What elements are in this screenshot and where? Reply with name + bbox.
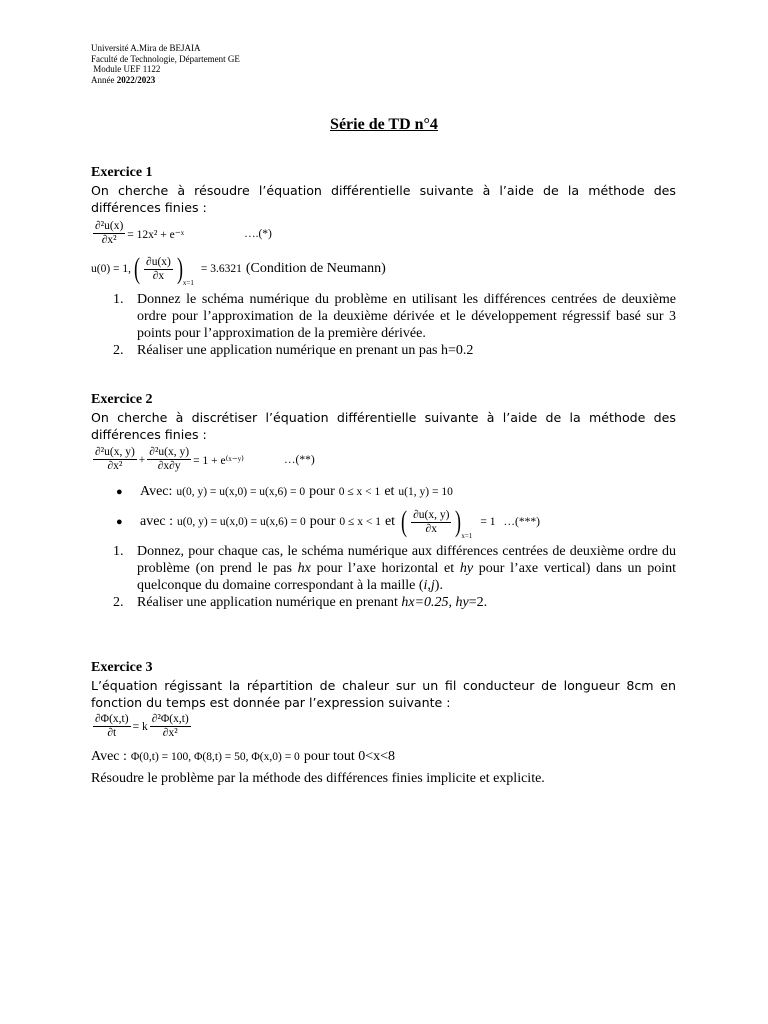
exercise-3-title: Exercice 3 — [91, 660, 153, 675]
case2-tag: …(***) — [503, 516, 540, 528]
exercise-2-questions — [91, 543, 676, 611]
eq3-left-numerator: ∂Φ(x,t) — [95, 713, 129, 725]
cond-label: Avec : — [91, 749, 127, 764]
exercise-1-questions — [91, 291, 676, 359]
case2-range: 0 ≤ x < 1 — [339, 516, 381, 528]
page-title: Série de TD n°4 — [330, 116, 438, 133]
list-item: 1. Donnez, pour chaque cas, le schéma numérique aux différences centrées de deuxième ordre du problème (on prend le pas hx pour l’axe horizontal et hy pour l’axe vertical) dans un point quelconque du domaine correspondant à la maille (i,j). — [113, 544, 676, 593]
cond-math: Φ(0,t) = 100, Φ(8,t) = 50, Φ(x,0) = 0 — [130, 751, 300, 763]
exercise-1-boundary-conditions — [91, 252, 386, 287]
exercise-2-case-1 — [116, 484, 457, 500]
bc-subscript: x=1 — [182, 279, 194, 287]
exercise-3-conditions — [91, 749, 395, 765]
exercise-2-case-2 — [116, 505, 544, 540]
eq2a-denominator: ∂x² — [107, 460, 123, 472]
case2-subscript: x=1 — [461, 532, 473, 540]
exercise-2-title: Exercice 2 — [91, 392, 153, 407]
year-line — [91, 75, 240, 86]
case1-extra: u(1, y) = 10 — [398, 486, 453, 498]
eq2a-numerator: ∂²u(x, y) — [95, 446, 135, 458]
case1-range: 0 ≤ x < 1 — [338, 486, 381, 498]
case2-denominator: ∂x — [425, 522, 437, 535]
bc-numerator: ∂u(x) — [146, 255, 171, 268]
exercise-2-intro: On cherche à discrétiser l’équation différentielle suivante à l’aide de la méthode des différences finies : — [91, 410, 676, 442]
exercise-3-task: Résoudre le problème par la méthode des différences finies implicite et explicite. — [91, 771, 545, 786]
case1-label: Avec: — [140, 484, 173, 499]
bullet-icon: ● — [116, 486, 123, 498]
case2-numerator: ∂u(x, y) — [413, 508, 450, 521]
eq2b-numerator: ∂²u(x, y) — [149, 446, 190, 458]
eq1-tag: ….(*) — [244, 227, 272, 240]
eq3-right-numerator: ∂²Φ(x,t) — [151, 713, 189, 725]
case1-condition: u(0, y) = u(x,0) = u(x,6) = 0 — [176, 486, 306, 498]
case1-et: et — [384, 484, 395, 499]
eq3-right-denominator: ∂x² — [162, 727, 178, 739]
case2-label: avec : — [140, 514, 174, 529]
case2-pour: pour — [309, 514, 336, 529]
case1-pour: pour — [309, 484, 335, 499]
cond-tail: pour tout 0<x<8 — [303, 749, 396, 764]
bc-rhs: = 3.6321 — [200, 263, 242, 275]
bc-derivative: ( $\frac{\partial u(x)}{\partial x}$ ) x=1 — [134, 252, 194, 287]
case2-rhs: = 1 — [480, 516, 496, 528]
eq2b-denominator: ∂x∂y — [157, 460, 181, 472]
bc-lhs: u(0) = 1, — [91, 263, 132, 275]
bc-note: (Condition de Neumann) — [245, 261, 386, 276]
exercise-1-equation — [91, 220, 272, 247]
exercise-3-intro: L’équation régissant la répartition de chaleur sur un fil conducteur de longueur 8cm en fonction du temps est donnée par l’expression suivante : — [91, 678, 676, 710]
bc-denominator: ∂x — [152, 269, 165, 282]
list-item: 2. Réaliser une application numérique en prenant hx=0.25, hy=2. — [113, 595, 488, 610]
case2-derivative: ( $\frac{\partial u(x, y)}{\partial x}$ ) x=1 — [401, 505, 473, 540]
year-value: 2022/2023 — [116, 74, 156, 85]
eq1-fraction — [93, 220, 125, 247]
eq2-tag: …(**) — [284, 453, 315, 466]
bullet-icon: ● — [116, 516, 123, 528]
list-item: 2. Réaliser une application numérique en prenant un pas h=0.2 — [113, 343, 474, 358]
module-line: Module UEF 1122 — [91, 64, 161, 74]
exercise-1-title: Exercice 1 — [91, 165, 153, 180]
eq3-left-denominator: ∂t — [107, 727, 117, 739]
faculty-line: Faculté de Technologie, Département GE — [91, 53, 240, 64]
document-header — [91, 43, 240, 85]
eq1-rhs: = 12x² + e⁻ˣ — [127, 228, 185, 241]
eq3-equals-k: = k — [132, 720, 148, 733]
year-prefix: Année — [91, 74, 117, 85]
case2-condition: u(0, y) = u(x,0) = u(x,6) = 0 — [177, 516, 306, 528]
eq2-rhs: = 1 + e⁽ˣ⁻ʸ⁾ — [193, 454, 245, 467]
university-line: Université A.Mira de BEJAIA — [91, 43, 201, 53]
eq2-plus: + — [138, 453, 146, 466]
exercise-1-intro: On cherche à résoudre l’équation différentielle suivante à l’aide de la méthode des différences finies : — [91, 183, 676, 215]
eq1-numerator: ∂²u(x) — [95, 220, 124, 232]
list-item: 1. Donnez le schéma numérique du problème en utilisant les différences centrées de deuxième ordre pour l’approximation de la deuxième dérivée et le développement régressif basé sur 3 points pour l’approximation de la première dérivée. — [113, 292, 676, 341]
eq1-denominator: ∂x² — [101, 234, 117, 246]
exercise-3-equation — [91, 713, 193, 740]
case2-et: et — [384, 514, 396, 529]
exercise-2-equation — [91, 446, 315, 473]
